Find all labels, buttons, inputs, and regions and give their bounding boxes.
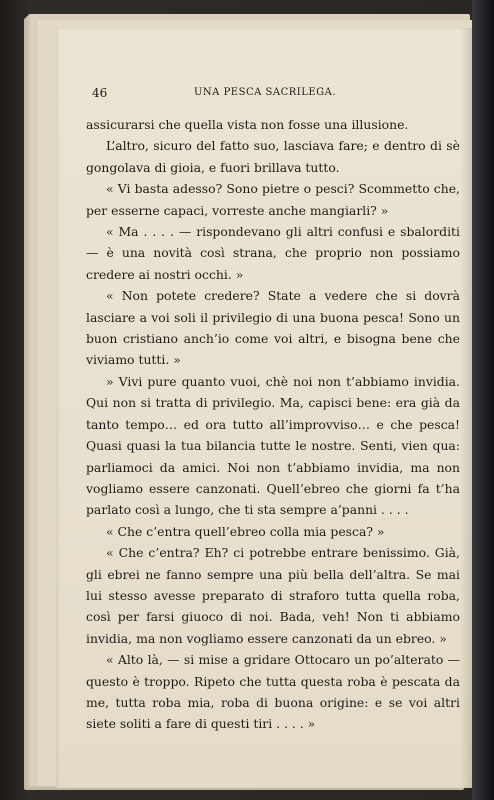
paragraph: « Che c’entra quell’ebreo colla mia pesca? » bbox=[106, 523, 385, 539]
paragraph: « Alto là, — si mise a gridare Ottocaro un po’alterato — questo è troppo. Ripeto che tutta questa roba è pescata da me, tutta roba mia, roba di buona origine: e se voi altri siete soliti a fare di questi tiri . . . . » bbox=[86, 652, 460, 732]
paragraph: « Che c’entra? Eh? ci potrebbe entrare benissimo. Già, gli ebrei ne fanno sempre una più bella dell’altra. Se mai lui stesso avesse preparato di straforo tutta quella roba, così per farsi giuoco di noi. Bada, veh! Non ti abbiamo invidia, ma non vogliamo essere canzonati da un ebreo. » bbox=[86, 545, 460, 646]
paragraph: L’altro, sicuro del fatto suo, lasciava fare; e dentro di sè gongolava di gioia, e fuori brillava tutto. bbox=[86, 138, 460, 175]
page-header bbox=[92, 86, 452, 104]
paragraph: « Ma . . . . — rispondevano gli altri confusi e sbalorditi — è una novità così strana, che proprio non possiamo credere ai nostri occhi. » bbox=[86, 224, 460, 282]
paragraph: assicurarsi che quella vista non fosse una illusione. bbox=[86, 117, 409, 132]
body-text bbox=[86, 114, 460, 735]
paragraph: « Vi basta adesso? Sono pietre o pesci? Scommetto che, per esserne capaci, vorreste anche mangiarli? » bbox=[86, 181, 460, 218]
paragraph: » Vivi pure quanto vuoi, chè noi non t’abbiamo invidia. Qui non si tratta di privilegio. Ma, capisci bene: era già da tanto tempo… ed ora tutto all’improvviso… e che pesca! Quasi quasi la tua bilancia tutte le nostre. Senti, vien qua: parliamoci da amici. Noi non t’abbiamo invidia, ma non vogliamo essere canzonati. Quell’ebreo che giorni fa t’ha parlato così a lungo, che ti sta sempre a’panni . . . . bbox=[86, 373, 460, 518]
running-title: UNA PESCA SACRILEGA. bbox=[194, 87, 337, 98]
book-spine bbox=[472, 0, 494, 800]
paragraph: « Non potete credere? State a vedere che si dovrà lasciare a voi soli il privilegio di una buona pesca! Sono un buon cristiano anch’io come voi altri, e bisogna bene che viviamo tutti. » bbox=[86, 288, 460, 368]
page-edge-shadow bbox=[460, 28, 472, 788]
page-number: 46 bbox=[92, 86, 108, 100]
